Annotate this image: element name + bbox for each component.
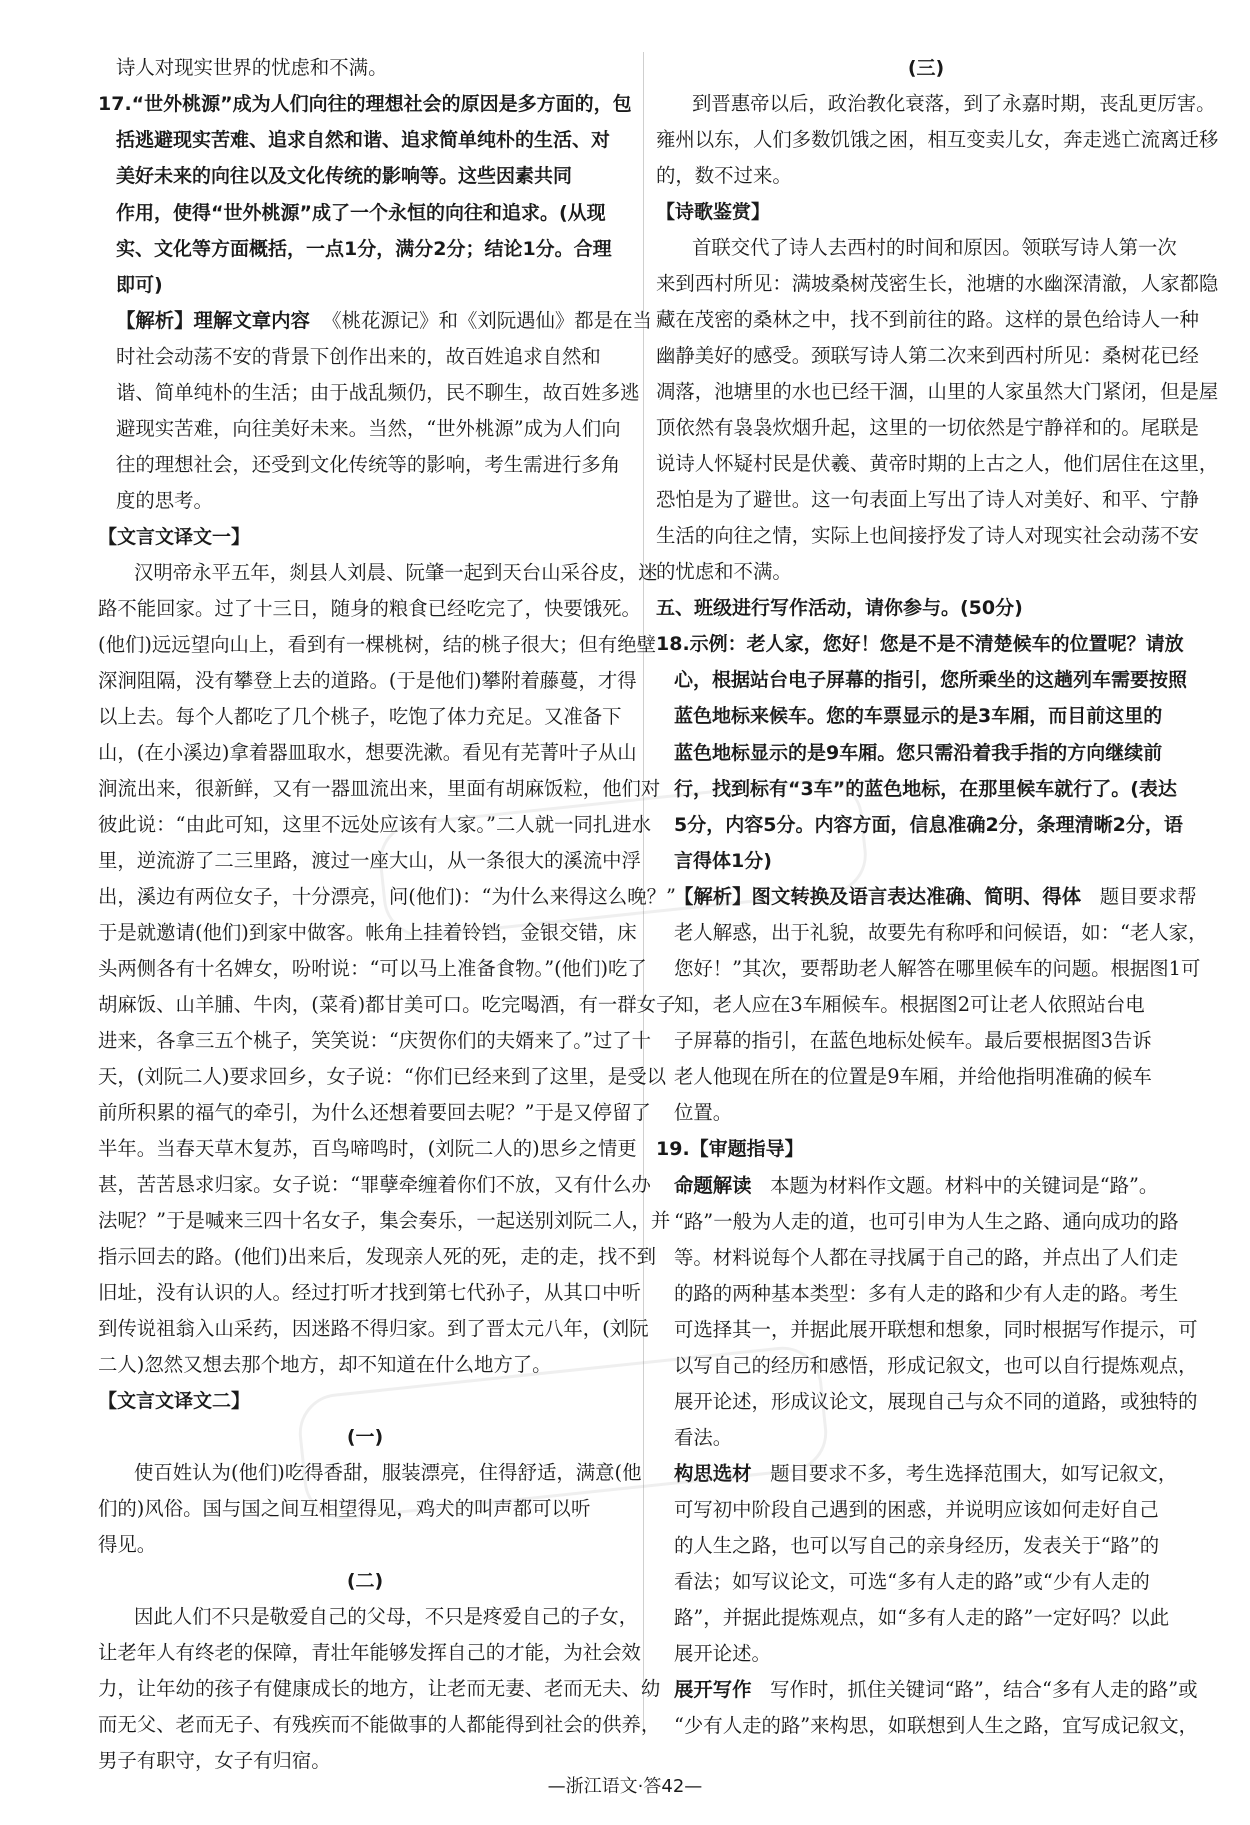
gousi-label: 构思选材	[674, 1461, 752, 1485]
mingti-label: 命题解读	[674, 1173, 752, 1197]
question-number: 19.	[656, 1138, 690, 1161]
zhankai-label: 展开写作	[674, 1677, 752, 1701]
subsection-3: (三)	[907, 57, 945, 79]
poetry-appreciation: 【诗歌鉴赏】 首联交代了诗人去西村的时间和原因。领联写诗人第一次 来到西村所见：满坡桑树茂密生长，池塘的水幽深清澈，人家都隐 藏在茂密的桑林之中，找不到前往的路。这样的景色给诗人一种 幽静美好的感受。颈联写诗人第二次来到西村所见：桑树花已经 凋落，池塘里的水也已经干涸，山里的人家虽然大门紧闭，但是屋 顶依然有袅袅炊烟升起，这里的一切依然是宁静祥和的。尾联是 说诗人怀疑村民是伏羲、黄帝时期的上古之人，他们居住在这里， 恐怕是为了避世。这一句表面上写出了诗人对美好、和平、宁静 生活的向往之情，实际上也间接抒发了诗人对现实社会动荡不安 的忧虑和不满。	[656, 194, 1196, 590]
q18-answer: 18.示例：老人家，您好！您是不是不清楚候车的位置呢？请放 心，根据站台电子屏幕的指引，您所乘坐的这趟列车需要按照 蓝色地标来候车。您的车票显示的是3车厢，而目前这里的 蓝色地标显示的是9车厢。您只需沿着我手指的方向继续前 行，找到标有“3车”的蓝色地标，在那里候车就行了。(表达 5分，内容5分。内容方面，信息准确2分，条理清晰2分，语 言得体1分)	[656, 633, 1188, 873]
analysis-tag: 【解析】图文转换及语言表达准确、简明、得体	[674, 885, 1082, 909]
section-title: 【诗歌鉴赏】	[656, 201, 771, 223]
question-19	[656, 1131, 1196, 1743]
subsection-1: (一)	[346, 1426, 384, 1449]
analysis-tag: 【解析】理解文章内容	[116, 309, 310, 333]
q17-analysis: 【解析】理解文章内容 《桃花源记》和《刘阮遇仙》都是在当 时社会动荡不安的背景下创作出来的，故百姓追求自然和 谐、简单纯朴的生活；由于战乱频仍，民不聊生，故百姓多逃 避现实苦难，向往美好未来。当然，“世外桃源”成为人们向 往的理想社会，还受到文化传统等的影响，考生需进行多角 度的思考。	[116, 309, 652, 513]
q19-mingti: 命题解读 本题为材料作文题。材料中的关键词是“路”。 “路”一般为人走的道，也可引申为人生之路、通向成功的路 等。材料说每个人都在寻找属于自己的路，并点出了人们走 的路的两种基本类型：多有人走的路和少有人走的路。考生 可选择其一，并据此展开联想和想象，同时根据写作提示，可 以写自己的经历和感悟，形成记叙文，也可以自行提炼观点， 展开论述，形成议论文，展现自己与众不同的道路，或独特的 看法。	[674, 1173, 1198, 1449]
continued-text: 诗人对现实世界的忧虑和不满。	[116, 56, 388, 79]
question-number: 17.	[98, 93, 132, 115]
subsection-2: (二)	[346, 1570, 384, 1593]
right-column: (三) 到晋惠帝以后，政治教化衰落，到了永嘉时期，丧乱更厉害。 雍州以东，人们多数饥饿之困，相互变卖儿女，奔走逃亡流离迁移 的，数不过来。 【诗歌鉴赏】 首联交代了诗人去西村的时间和原因。领联写诗人第一次 来到西村所见：满坡桑树茂密生长，池塘的水幽深清澈，人家都隐 藏在茂密的桑林之中，找不到前往的路。这样的景色给诗人一种 幽静美好的感受。颈联写诗人第二次来到西村所见：桑树花已经 凋落，池塘里的水也已经干涸，山里的人家虽然大门紧闭，但是屋 顶依然有袅袅炊烟升起，这里的一切依然是宁静祥和的。尾联是 说诗人怀疑村民是伏羲、黄帝时期的上古之人，他们居住在这里， 恐怕是为了避世。这一句表面上写出了诗人对美好、和平、宁静 生活的向往之情，实际上也间接抒发了诗人对现实社会动荡不安 的忧虑和不满。 五、班级进行写作活动，请你参与。(50分) 18.示例：老人家，您好！您是不是不清楚候车的位置呢？请放 心，根据站台电子屏幕的指引，您所乘坐的这趟列车需要按照 蓝色地标来候车。您的车票显示的是3车厢，而目前这里的 蓝色地标显示的是9车厢。您只需沿着我手指的方向继续前 行，找到标有“3车”的蓝色地标，在那里候车就行了。(表达 5分，内容5分。内容方面，信息准确2分，条理清晰2分，语 言得体1分) 【解析】图文转换及语言表达准确、简明、得体 题目要求帮 老人解惑，出于礼貌，故要先有称呼和问候语，如：“老人家， 您好！”其次，要帮助老人解答在哪里候车的问题。根据图1可 知，老人应在3车厢候车。根据图2可让老人依照站台电 子屏幕的指引，在蓝色地标处候车。最后要根据图3告诉 老人他现在所在的位置是9车厢，并给他指明准确的候车 位置。 19.【审题指导】 命题解读 本题为材料作文题。材料中的关键词是“路”。 “路”一般为人走的道，也可引申为人生之路、通向成功的路 等。材料说每个人都在寻找属于自己的路，并点出了人们走 的路的两种基本类型：多有人走的路和少有人走的路。考生 可选择其一，并据此展开联想和想象，同时根据写作提示，可 以写自己的经历和感悟，形成记叙文，也可以自行提炼观点， 展开论述，形成议论文，展现自己与众不同的道路，或独特的 看法。 构思选材 题目要求不多，考生选择范围大，如写记叙文， 可写初中阶段自己遇到的困惑，并说明应该如何走好自己 的人生之路，也可以写自己的亲身经历，发表关于“路”的 看法；如写议论文，可选“多有人走的路”或“少有人走的 路”，并据此提炼观点，如“多有人走的路”一定好吗？以此 展开论述。 展开写作 写作时，抓住关键词“路”，结合“多有人走的路”或 “少有人走的路”来构思，如联想到人生之路，宜写成记叙文，	[656, 50, 1196, 1744]
section-title: 【审题指导】	[689, 1138, 804, 1161]
section-title: 【文言文译文二】	[98, 1390, 251, 1413]
translation-1: 【文言文译文一】 汉明帝永平五年，剡县人刘晨、阮肇一起到天台山采谷皮，迷 路不能回家。过了十三日，随身的粮食已经吃完了，快要饿死。 (他们)远远望向山上，看到有一棵桃树，结的桃子很大；但有绝壁 深涧阻隔，没有攀登上去的道路。(于是他们)攀附着藤蔓，才得 以上去。每个人都吃了几个桃子，吃饱了体力充足。又准备下 山，(在小溪边)拿着器皿取水，想要洗漱。看见有芜菁叶子从山 涧流出来，很新鲜，又有一器皿流出来，里面有胡麻饭粒，他们对 彼此说：“由此可知，这里不远处应该有人家。”二人就一同扎进水 里，逆流游了二三里路，渡过一座大山，从一条很大的溪流中浮 出，溪边有两位女子，十分漂亮，问(他们)：“为什么来得这么晚？” 于是就邀请(他们)到家中做客。帐角上挂着铃铛，金银交错，床 头两侧各有十名婢女，吩咐说：“可以马上准备食物。”(他们)吃了 胡麻饭、山羊脯、牛肉，(菜肴)都甘美可口。吃完喝酒，有一群女子 进来，各拿三五个桃子，笑笑说：“庆贺你们的夫婿来了。”过了十 天，(刘阮二人)要求回乡，女子说：“你们已经来到了这里，是受以 前所积累的福气的牵引，为什么还想着要回去呢？”于是又停留了 半年。当春天草木复苏，百鸟啼鸣时，(刘阮二人的)思乡之情更 甚，苦苦恳求归家。女子说：“罪孽牵缠着你们不放，又有什么办 法呢？”于是喊来三四十名女子，集会奏乐，一起送别刘阮二人，并 指示回去的路。(他们)出来后，发现亲人死的死，走的走，找不到 旧址，没有认识的人。经过打听才找到第七代孙子，从其口中听 到传说祖翁入山采药，因迷路不得归家。到了晋太元八年，(刘阮 二人)忽然又想去那个地方，却不知道在什么地方了。	[98, 519, 632, 1383]
q19-gousi: 构思选材 题目要求不多，考生选择范围大，如写记叙文， 可写初中阶段自己遇到的困惑，并说明应该如何走好自己 的人生之路，也可以写自己的亲身经历，发表关于“路”的 看法；如写议论文，可选“多有人走的路”或“少有人走的 路”，并据此提炼观点，如“多有人走的路”一定好吗？以此 展开论述。	[674, 1461, 1178, 1665]
question-number: 18.	[656, 633, 690, 655]
q18-analysis: 【解析】图文转换及语言表达准确、简明、得体 题目要求帮 老人解惑，出于礼貌，故要先有称呼和问候语，如：“老人家， 您好！”其次，要帮助老人解答在哪里候车的问题。根据图1可 知，老人应在3车厢候车。根据图2可让老人依照站台电 子屏幕的指引，在蓝色地标处候车。最后要根据图3告诉 老人他现在所在的位置是9车厢，并给他指明准确的候车 位置。	[674, 885, 1208, 1125]
section-heading-5: 五、班级进行写作活动，请你参与。(50分)	[656, 597, 1023, 619]
question-17	[98, 86, 652, 519]
question-18	[656, 626, 1208, 1131]
q17-answer: 17.“世外桃源”成为人们向往的理想社会的原因是多方面的，包 括逃避现实苦难、追求自然和谐、追求简单纯朴的生活、对 美好未来的向往以及文化传统的影响等。这些因素共同 作用，使得“世外桃源”成了一个永恒的向往和追求。(从现 实、文化等方面概括，一点1分，满分2分；结论1分。合理 即可)	[98, 93, 632, 296]
section-title: 【文言文译文一】	[98, 526, 251, 549]
translation-2: 【文言文译文二】 (一) 使百姓认为(他们)吃得香甜，服装漂亮，住得舒适，满意(他 们的)风俗。国与国之间互相望得见，鸡犬的叫声都可以听 得见。 (二) 因此人们不只是敬爱自己的父母，不只是疼爱自己的子女， 让老年人有终老的保障，青壮年能够发挥自己的才能，为社会效 力，让年幼的孩子有健康成长的地方，让老而无妻、老而无夫、幼 而无父、老而无子、有残疾而不能做事的人都能得到社会的供养， 男子有职守，女子有归宿。	[98, 1383, 632, 1779]
q19-zhankai: 展开写作 写作时，抓住关键词“路”，结合“多有人走的路”或 “少有人走的路”来构思，如联想到人生之路，宜写成记叙文，	[674, 1677, 1198, 1737]
page-footer: —浙江语文·答42—	[547, 1776, 703, 1797]
